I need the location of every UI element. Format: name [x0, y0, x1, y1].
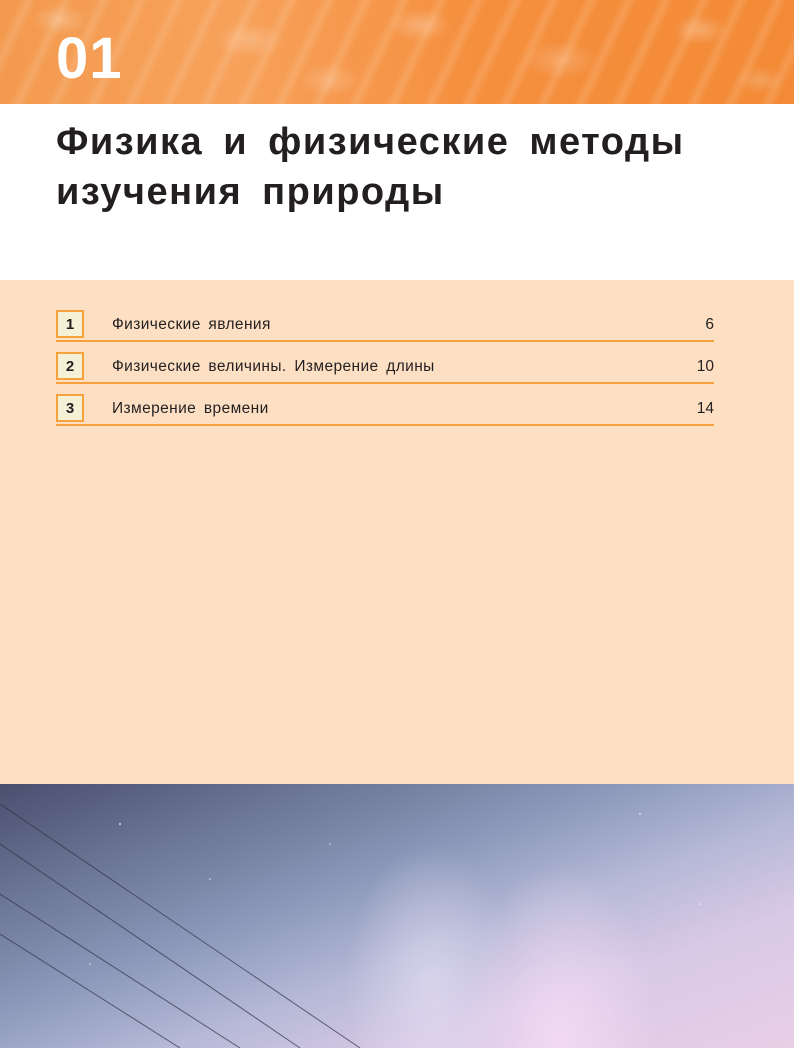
toc-item-page: 10 [696, 358, 714, 375]
toc-item-2[interactable] [56, 352, 714, 384]
toc-item-page: 6 [705, 316, 714, 333]
toc-item-1[interactable] [56, 310, 714, 342]
toc-item-number: 3 [56, 394, 84, 422]
toc-item-number: 1 [56, 310, 84, 338]
toc-item-label: Измерение времени [112, 400, 269, 417]
power-lines [0, 784, 794, 1048]
toc-item-page: 14 [696, 400, 714, 417]
chapter-banner [0, 0, 794, 104]
toc-item-3[interactable] [56, 394, 714, 426]
aurora-photo [0, 784, 794, 1048]
chapter-title: Физика и физические методы изучения природы [56, 121, 685, 213]
chapter-number: 01 [56, 26, 123, 91]
toc-item-label: Физические явления [112, 316, 271, 333]
toc-item-label: Физические величины. Измерение длины [112, 358, 435, 375]
toc-item-number: 2 [56, 352, 84, 380]
table-of-contents [0, 280, 794, 784]
